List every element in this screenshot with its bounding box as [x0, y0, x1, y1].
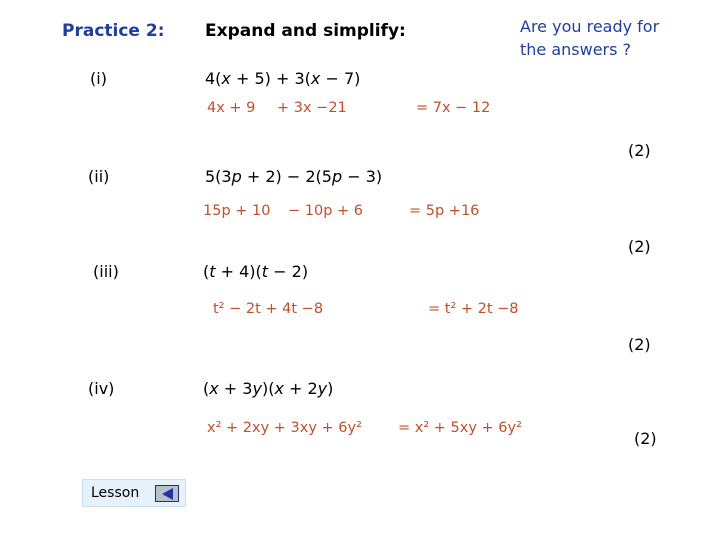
back-button[interactable] [155, 485, 179, 502]
question-number-ii: (ii) [88, 167, 110, 186]
answers-prompt-line1: Are you ready for [520, 17, 660, 36]
answers-prompt[interactable] [520, 15, 690, 61]
answer-result-iii: = t² + 2t −8 [428, 301, 519, 317]
answer-step2-i: + 3x −21 [277, 100, 347, 116]
answer-result-ii: = 5p +16 [409, 203, 480, 219]
marks-iii: (2) [628, 335, 651, 354]
question-expression-iv: (x + 3y)(x + 2y) [203, 379, 334, 398]
answer-step2-ii: − 10p + 6 [288, 203, 364, 219]
question-number-iii: (iii) [93, 262, 119, 281]
question-expression-i: 4(x + 5) + 3(x − 7) [205, 69, 361, 88]
back-triangle-icon [162, 488, 173, 500]
answer-step1-iii: t² − 2t + 4t −8 [213, 301, 324, 317]
answer-step1-i: 4x + 9 [207, 100, 256, 116]
answer-step1-ii: 15p + 10 [203, 203, 271, 219]
marks-i: (2) [628, 141, 651, 160]
instruction-text: Expand and simplify: [205, 21, 406, 41]
practice-title: Practice 2: [62, 21, 165, 41]
lesson-label: Lesson [91, 485, 140, 501]
question-number-iv: (iv) [88, 379, 115, 398]
answer-result-i: = 7x − 12 [416, 100, 491, 116]
question-expression-iii: (t + 4)(t − 2) [203, 262, 309, 281]
question-number-i: (i) [90, 69, 107, 88]
lesson-nav [82, 479, 186, 507]
marks-ii: (2) [628, 237, 651, 256]
marks-iv: (2) [634, 429, 657, 448]
question-expression-ii: 5(3p + 2) − 2(5p − 3) [205, 167, 383, 186]
answer-step1-iv: x² + 2xy + 3xy + 6y² [207, 420, 362, 436]
answers-prompt-line2: the answers ? [520, 40, 632, 59]
answer-result-iv: = x² + 5xy + 6y² [398, 420, 522, 436]
